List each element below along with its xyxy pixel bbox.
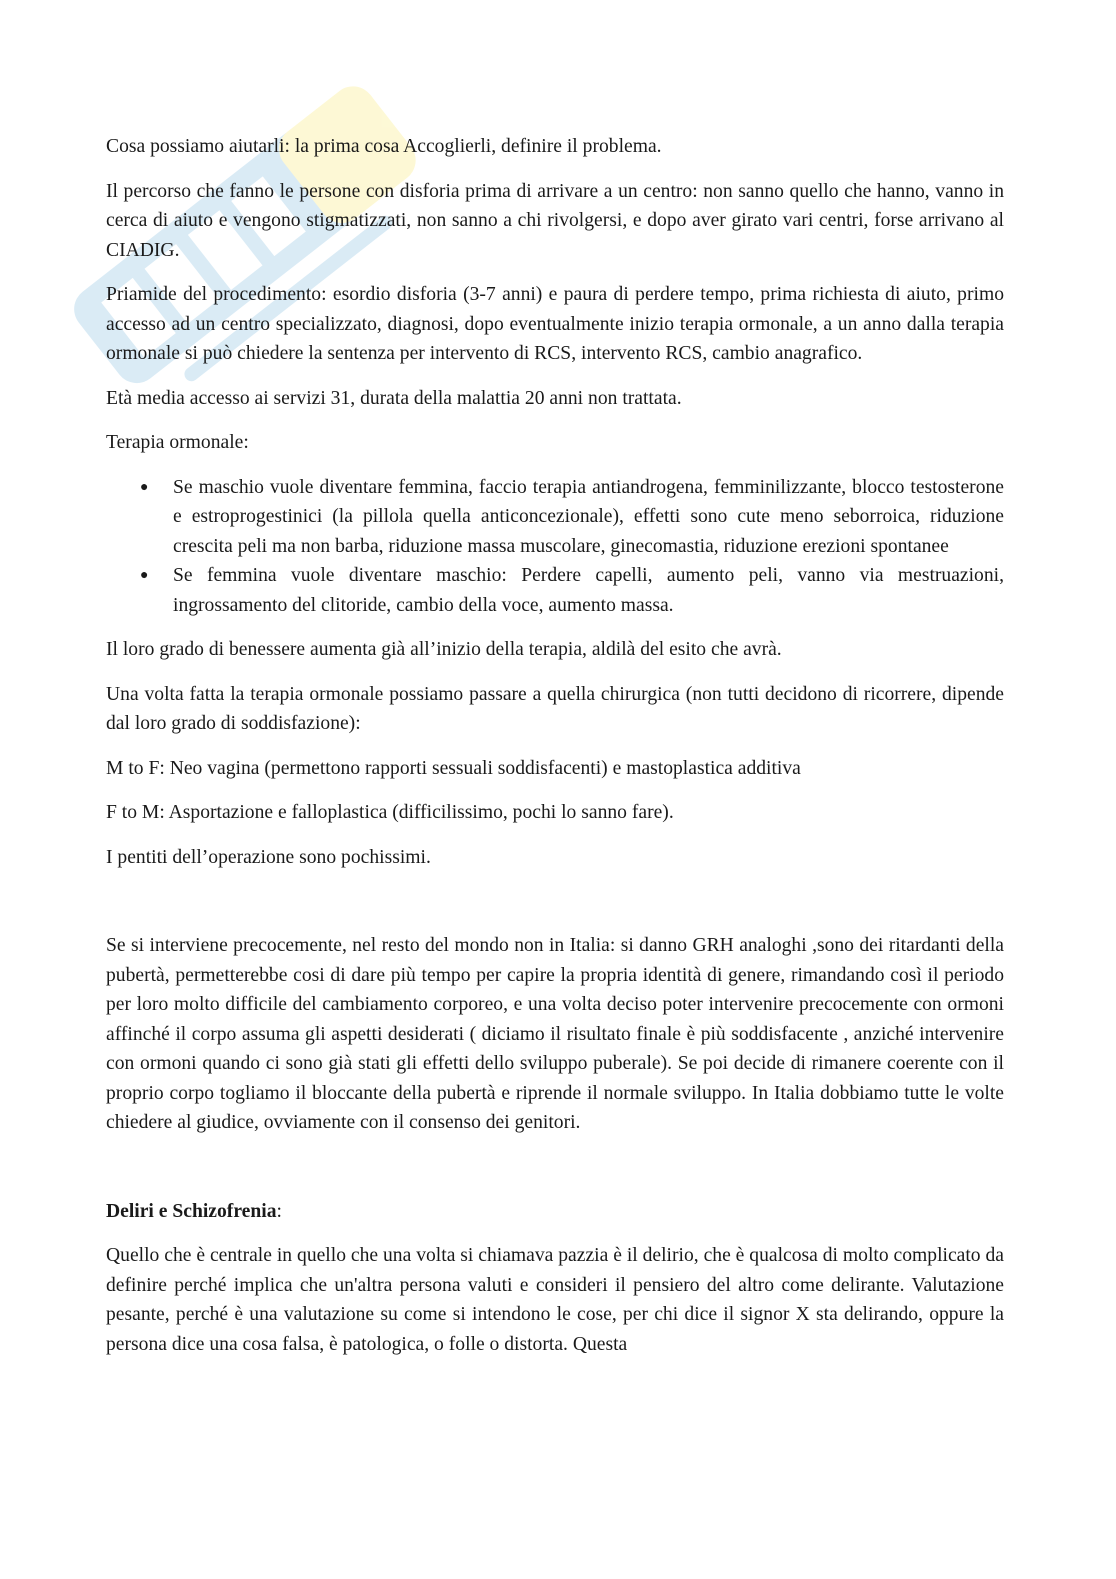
section-heading-text: Deliri e Schizofrenia bbox=[106, 1200, 277, 1222]
terapia-list bbox=[106, 473, 1004, 621]
spacer bbox=[106, 887, 1004, 931]
paragraph-chirurgica: Una volta fatta la terapia ormonale possiamo passare a quella chirurgica (non tutti decidono di ricorrere, dipende dal loro grado di soddisfazione): bbox=[106, 683, 1004, 734]
paragraph-terapia-title: Terapia ormonale: bbox=[106, 432, 249, 453]
list-item bbox=[140, 561, 1004, 620]
paragraph-f-to-m: F to M: Asportazione e falloplastica (difficilissimo, pochi lo sanno fare). bbox=[106, 802, 674, 823]
list-item-text: Se maschio vuole diventare femmina, faccio terapia antiandrogena, femminilizzante, blocco testosterone e estroprogestinici (la pillola quella anticoncezionale), effetti sono cute meno seborroica, riduzione crescita peli ma non barba, riduzione massa muscolare, ginecomastia, riduzione erezioni spontanee bbox=[173, 476, 1004, 557]
paragraph-percorso: Il percorso che fanno le persone con disforia prima di arrivare a un centro: non sanno quello che hanno, vanno in cerca di aiuto e vengono stigmatizzati, non sanno a chi rivolgersi, e dopo aver girato vari centri, forse arrivano al CIADIG. bbox=[106, 180, 1004, 261]
paragraph-piramide: Priamide del procedimento: esordio disforia (3-7 anni) e paura di perdere tempo, prima richiesta di aiuto, primo accesso ad un centro specializzato, diagnosi, dopo eventualmente inizio terapia ormonale, a un anno dalla terapia ormonale si può chiedere la sentenza per intervento di RCS, intervento RCS, cambio anagrafico. bbox=[106, 284, 1004, 364]
paragraph-benessere: Il loro grado di benessere aumenta già all’inizio della terapia, aldilà del esito che avrà. bbox=[106, 639, 782, 660]
document-body bbox=[106, 132, 1004, 1374]
paragraph-m-to-f: M to F: Neo vagina (permettono rapporti sessuali soddisfacenti) e mastoplastica additiva bbox=[106, 757, 801, 779]
bullet-icon: ● bbox=[140, 479, 149, 495]
paragraph-pentiti: I pentiti dell’operazione sono pochissimi. bbox=[106, 846, 431, 868]
paragraph-eta-media: Età media accesso ai servizi 31, durata della malattia 20 anni non trattata. bbox=[106, 387, 682, 409]
paragraph-precocemente: Se si interviene precocemente, nel resto del mondo non in Italia: si danno GRH analoghi ,sono dei ritardanti della pubertà, permetterebbe cosi di dare più tempo per capire la propria identità di genere, rimandando così il periodo per loro molto difficile del cambiamento corporeo, e una volta deciso poter intervenire precocemente con ormoni affinché il corpo assuma gli aspetti desiderati ( diciamo il risultato finale è più soddisfacente , anziché intervenire con ormoni quando ci sono già stati gli effetti dello sviluppo puberale). Se poi decide di rimanere coerente con il proprio corpo togliamo il bloccante della pubertà e riprende il normale sviluppo. In Italia dobbiamo tutte le volte chiedere al giudice, ovviamente con il consenso dei genitori. bbox=[106, 935, 1004, 1133]
bullet-icon: ● bbox=[140, 568, 149, 583]
section-heading bbox=[106, 1197, 1004, 1227]
paragraph-intro: Cosa possiamo aiutarli: la prima cosa Accoglierli, definire il problema. bbox=[106, 136, 662, 157]
spacer bbox=[106, 1153, 1004, 1197]
paragraph-deliri: Quello che è centrale in quello che una volta si chiamava pazzia è il delirio, che è qualcosa di molto complicato da definire perché implica che un'altra persona valuti e consideri il pensiero del altro come delirante. Valutazione pesante, perché è una valutazione su come si intendono le cose, per chi dice il signor X sta delirando, oppure la persona dice una cosa falsa, è patologica, o folle o distorta. Questa bbox=[106, 1245, 1004, 1355]
section-heading-colon: : bbox=[276, 1200, 282, 1222]
list-item bbox=[140, 473, 1004, 562]
list-item-text: Se femmina vuole diventare maschio: Perdere capelli, aumento peli, vanno via mestruazioni, ingrossamento del clitoride, cambio della voce, aumento massa. bbox=[173, 565, 1004, 616]
